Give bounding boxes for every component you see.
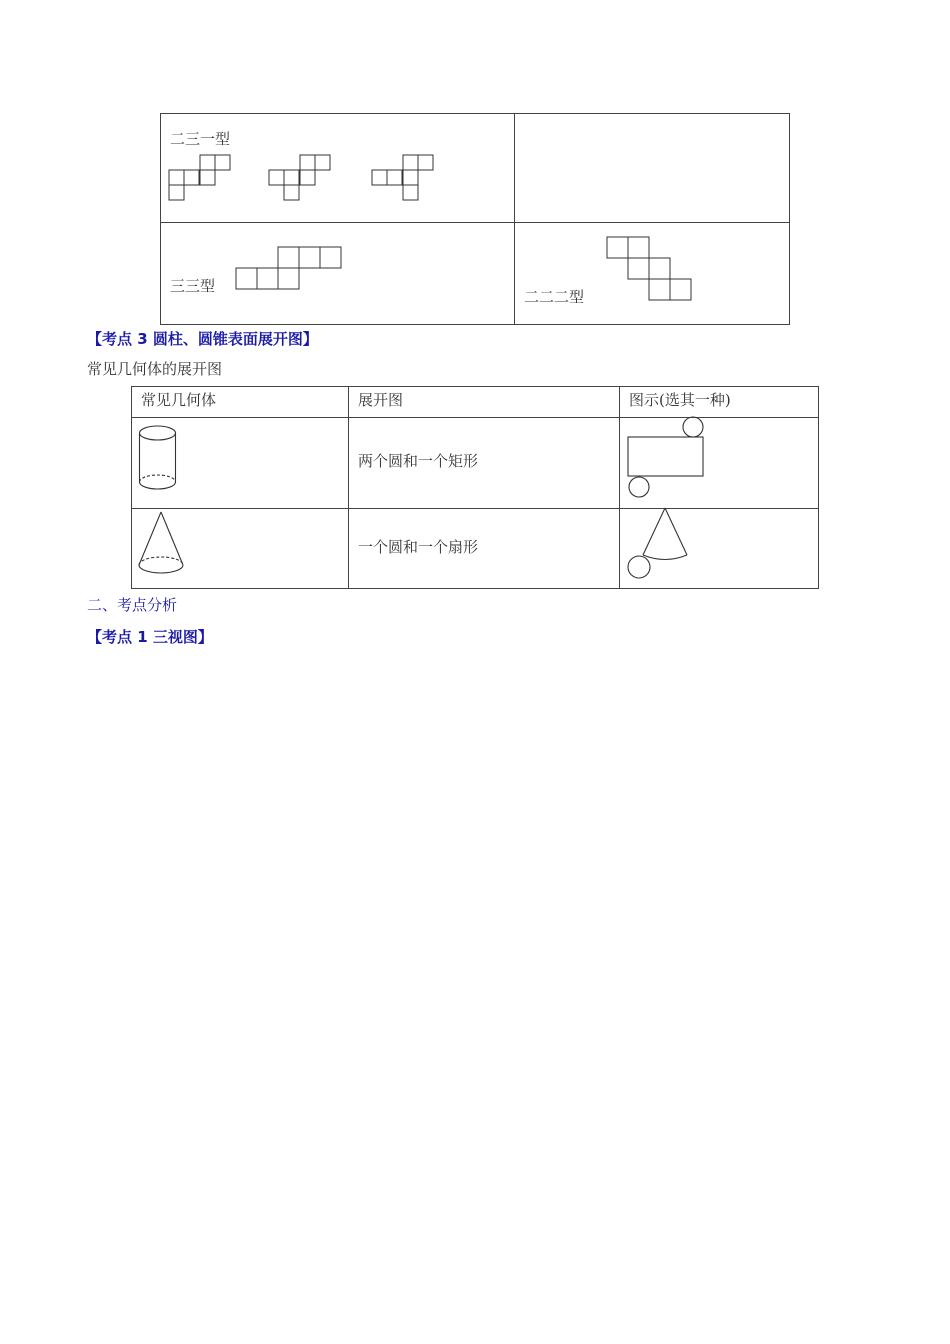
section-intro: 常见几何体的展开图 <box>87 360 223 378</box>
table-header-solid: 常见几何体 <box>141 391 217 409</box>
net-type-label: 三三型 <box>170 277 216 295</box>
cone-icon <box>139 512 183 573</box>
net-type-label: 二三一型 <box>170 130 231 148</box>
cylinder-icon <box>140 426 176 489</box>
section-heading: 【考点 1 三视图】 <box>87 628 213 646</box>
cylinder-net-icon <box>628 417 703 497</box>
section-title: 二、考点分析 <box>87 596 178 614</box>
cone-net-icon <box>628 508 687 578</box>
table-header-diagram: 图示(选其一种) <box>629 391 731 409</box>
net-description: 两个圆和一个矩形 <box>358 452 479 470</box>
section-heading: 【考点 3 圆柱、圆锥表面展开图】 <box>87 330 318 348</box>
table-header-net: 展开图 <box>358 391 404 409</box>
net-description: 一个圆和一个扇形 <box>358 538 479 556</box>
net-type-label: 二二二型 <box>524 288 585 306</box>
